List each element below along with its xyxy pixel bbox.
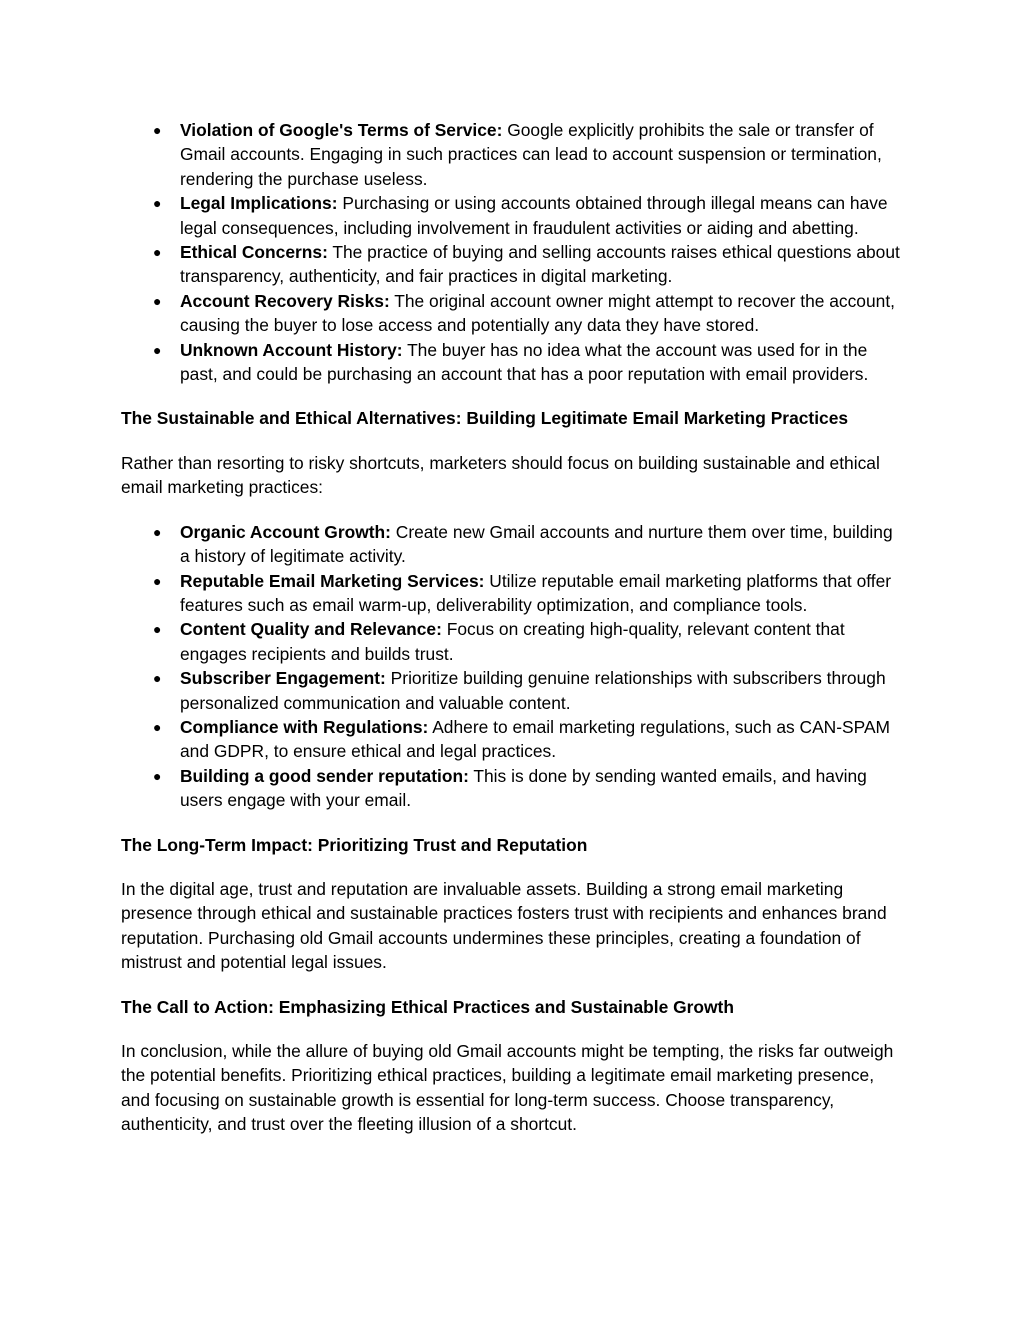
list-item [121, 617, 901, 666]
risks-list [121, 118, 901, 386]
list-item [121, 520, 901, 569]
list-item-term: Content Quality and Relevance: [180, 619, 442, 640]
list-item-term: Reputable Email Marketing Services: [180, 570, 485, 591]
list-item-text: Purchasing or using accounts obtained through illegal means can have legal consequences, including involvement in fraudulent activities or aiding and abetting. [180, 193, 888, 238]
list-item [121, 240, 901, 289]
bullet-icon: ● [153, 292, 162, 309]
list-item-term: Violation of Google's Terms of Service: [180, 120, 503, 140]
list-item-text: The buyer has no idea what the account was used for in the past, and could be purchasing an account that has a poor reputation with email providers. [180, 339, 869, 385]
bullet-icon: ● [153, 341, 162, 358]
list-item-text: Google explicitly prohibits the sale or transfer of Gmail accounts. Engaging in such practices can lead to account suspension or termination, rendering the purchase useless. [180, 120, 882, 189]
list-item-term: Ethical Concerns: [180, 242, 328, 263]
list-item-text: This is done by sending wanted emails, and having users engage with your email. [180, 765, 867, 811]
list-item-term: Organic Account Growth: [180, 521, 391, 542]
list-item-term: Legal Implications: [180, 193, 338, 214]
alternatives-list [121, 520, 901, 813]
bullet-icon: ● [153, 767, 162, 784]
list-item-term: Compliance with Regulations: [180, 716, 429, 737]
list-item-text: The original account owner might attempt to recover the account, causing the buyer to lose access and potentially any data they have stored. [180, 290, 895, 336]
bullet-icon: ● [153, 523, 162, 540]
alternatives-intro: Rather than resorting to risky shortcuts, marketers should focus on building sustainable and ethical email marketing practices: [121, 452, 880, 498]
bullet-icon: ● [153, 195, 162, 212]
list-item [121, 191, 901, 240]
call-to-action-body: In conclusion, while the allure of buying old Gmail accounts might be tempting, the risks far outweigh the potential benefits. Prioritizing ethical practices, building a legitimate email marketing presence, and focusing on sustainable growth is essential for long-term success. Choose transparency, authenticity, and trust over the fleeting illusion of a shortcut. [121, 1041, 894, 1135]
bullet-icon: ● [153, 718, 162, 735]
list-item-term: Account Recovery Risks: [180, 290, 390, 311]
document-page [121, 118, 901, 1157]
call-to-action-heading: The Call to Action: Emphasizing Ethical Practices and Sustainable Growth [121, 996, 734, 1017]
list-item-text: Create new Gmail accounts and nurture them over time, building a history of legitimate activity. [180, 521, 893, 567]
list-item-term: Building a good sender reputation: [180, 765, 469, 786]
list-item [121, 569, 901, 618]
bullet-icon: ● [153, 572, 162, 589]
list-item-term: Subscriber Engagement: [180, 668, 386, 689]
bullet-icon: ● [153, 244, 162, 261]
list-item-term: Unknown Account History: [180, 339, 403, 360]
bullet-icon: ● [153, 670, 162, 687]
long-term-heading: The Long-Term Impact: Prioritizing Trust and Reputation [121, 834, 588, 855]
list-item [121, 118, 901, 191]
list-item-text: Focus on creating high-quality, relevant content that engages recipients and builds trust. [180, 619, 845, 664]
bullet-icon: ● [153, 122, 162, 138]
alternatives-heading: The Sustainable and Ethical Alternatives: Building Legitimate Email Marketing Practices [121, 408, 849, 429]
list-item [121, 289, 901, 338]
bullet-icon: ● [153, 621, 162, 638]
long-term-body: In the digital age, trust and reputation are invaluable assets. Building a strong email marketing presence through ethical and sustainable practices fosters trust with recipients and enhances brand reputation. Purchasing old Gmail accounts undermines these principles, creating a foundation of mistrust and potential legal issues. [121, 878, 887, 973]
list-item-text: Prioritize building genuine relationships with subscribers through personalized communication and valuable content. [180, 668, 886, 713]
list-item [121, 764, 901, 813]
list-item [121, 666, 901, 715]
list-item [121, 715, 901, 764]
list-item [121, 338, 901, 387]
list-item-text: The practice of buying and selling accounts raises ethical questions about transparency, authenticity, and fair practices in digital marketing. [180, 242, 900, 287]
list-item-text: Adhere to email marketing regulations, such as CAN-SPAM and GDPR, to ensure ethical and legal practices. [180, 716, 891, 762]
list-item-text: Utilize reputable email marketing platforms that offer features such as email warm-up, deliverability optimization, and compliance tools. [180, 570, 892, 615]
